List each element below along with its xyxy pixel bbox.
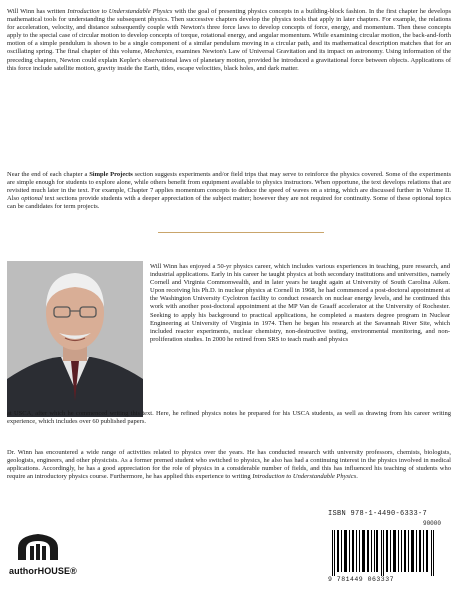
authorhouse-logo-icon: [16, 532, 60, 562]
barcode-number: 9 781449 063337: [328, 576, 395, 583]
section-divider: [158, 232, 324, 233]
isbn-barcode: [322, 508, 447, 586]
isbn-number: ISBN 978-1-4490-6333-7: [328, 510, 428, 518]
barcode-bars: [328, 520, 440, 576]
author-bio: Will Winn has enjoyed a 50-yr physics career, which includes various experiences in teaching, pure research, and industrial applications. Early in his career he taught physics at both secondary institutions and universities, namely Cornell and Virginia Commonwealth, and in later years he taught again at University of South Carolina Aiken. Upon receiving his Ph.D. in nuclear physics at Cornell in 1968, he had commenced a post-doctoral appointment at the Washington University Cyclotron facility to conduct research on nuclear energy levels, and he continued this work with another post-doctoral appointment at the MP Van de Graaff accelerator at the University of Rochester. Seeking to apply his background to practical applications, he completed a masters degree program in Nuclear Engineering at University of Virginia in 1974. Then he began his research at the Savannah River Site, which included reactor experiments, nuclear chemistry, non-destructive testing, environmental monitoring, and non-proliferation studies. In 2000 he retired from SRS to teach math and physics: [150, 263, 450, 343]
publisher-name: authorHOUSE®: [9, 566, 77, 576]
author-photo: [7, 261, 143, 417]
projects-paragraph: Near the end of each chapter a Simple Projects section suggests experiments and/or field trips that may serve to reinforce the physics covered. Some of the experiments are simple enough for students to explore alone, while others benefit from equipment available to physics instructors. When opportune, the text develops relations that are revisited much later in the text. For example, Chapter 7 applies momentum concepts to deduce the speed of waves on a string, which are discussed further in Volume II. Also optional text sections provide students with a deeper appreciation of the subject matter; however they are not required for continuity. Some of these optional topics can be candidates for term projects.: [7, 171, 452, 211]
price-code: 90000: [422, 520, 441, 527]
author-bio-continued: at USCA, after which he commenced writing this text. Here, he refined physics notes he prepared for his USCA students, as well as drawing from his career writing experience, which includes over 60 published papers.: [7, 410, 451, 426]
closing-paragraph: Dr. Winn has encountered a wide range of activities related to physics over the years. He has conducted research with university professors, chemists, biologists, geologists, engineers, and other physicists. As a former premed student who switched to physics, he also has had a continuing interest in the physics involved in medical applications. Accordingly, he has a good appreciation for the role of physics in a considerable number of fields, and this has influenced his teaching of students who require an introductory physics course. Furthermore, he has applied this experience to writing Introduction to Understandable Physics.: [7, 449, 451, 481]
intro-paragraph: Will Winn has written Introduction to Understandable Physics with the goal of presenting physics concepts in a building-block fashion. In the first chapter he develops mathematical tools for understanding the subsequent physics. Then successive chapters develop the physics tools that apply in later chapters. For example, the relations for acceleration, velocity, and distance subsequently couple with Newton's three force laws to develop concepts of force, energy, and momentum. Then these concepts apply to the special case of circular motion to develop concepts of torque, rotational energy, and angular momentum. While examining circular motion, the back-and-forth motion of a simple pendulum is shown to be a single component of a similar pendulum moving in a circular path, and its mathematical description matches that for an oscillating spring. The final chapter of this volume, Mechanics, examines Newton's Law of Universal Gravitation and its impact on astronomy. Using information of the preceding chapters, Newton could explain Kepler's observational laws of planetary motion, provided he introduced a gravitational force between objects. Applications of this force include satellite motion, gravity inside the Earth, tides, escape velocities, black holes, and dark matter.: [7, 8, 451, 72]
